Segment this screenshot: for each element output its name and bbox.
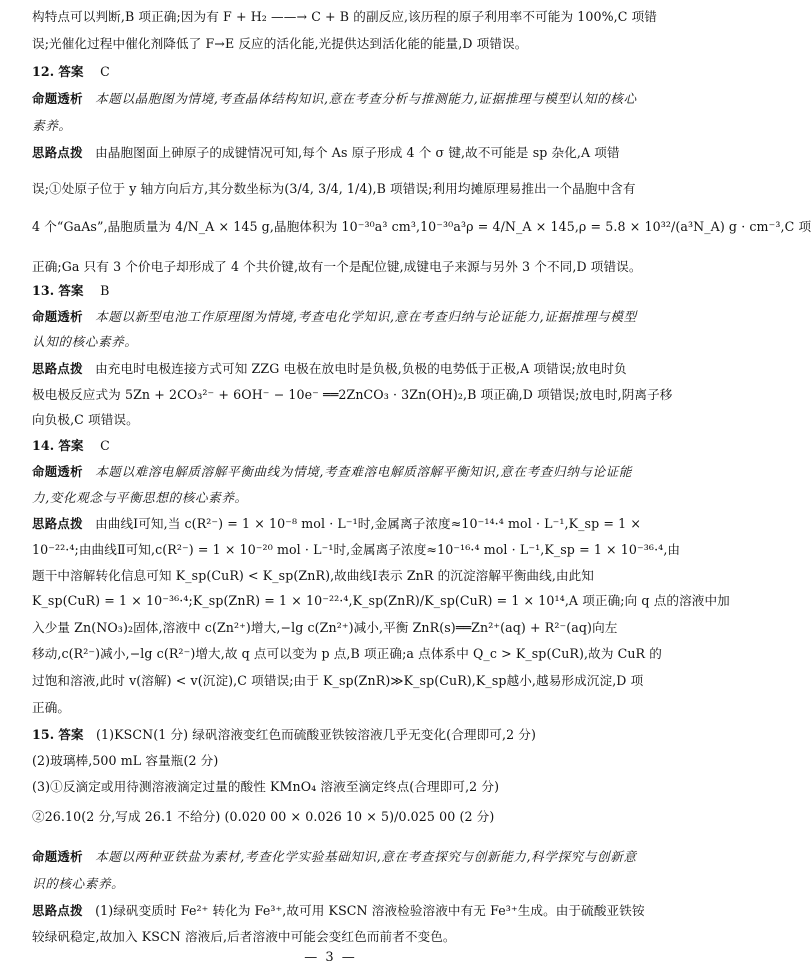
analysis-label: 命题透析	[32, 309, 83, 324]
answer-line: (2)玻璃棒,500 mL 容量瓶(2 分)	[32, 753, 219, 768]
hint-line: 误;①处原子位于 y 轴方向后方,其分数坐标为(3/4, 3/4, 1/4),B 项错误;利用均摊原理易推出一个晶胞中含有	[32, 181, 636, 196]
analysis-text: 素养。	[32, 118, 72, 133]
analysis-text: 本题以难溶电解质溶解平衡曲线为情境,考查难溶电解质溶解平衡知识,意在考查归纳与论证能	[95, 464, 633, 479]
analysis-line	[32, 333, 637, 351]
hint-text: 由充电时电极连接方式可知 ZZG 电极在放电时是负极,负极的电势低于正极,A 项错误;放电时负	[95, 361, 627, 376]
text-line: 误;光催化过程中催化剂降低了 F→E 反应的活化能,光提供达到活化能的能量,D 项错误。	[32, 36, 528, 51]
analysis-text: 力,变化观念与平衡思想的核心素养。	[32, 490, 248, 505]
text-line: 构特点可以判断,B 项正确;因为有 F + H₂ ——→ C + B 的副反应,该历程的原子利用率不可能为 100%,C 项错	[32, 9, 657, 24]
hint-line: 入少量 Zn(NO₃)₂固体,溶液中 c(Zn²⁺)增大,−lg c(Zn²⁺)减小,平衡 ZnR(s)══Zn²⁺(aq) + R²⁻(aq)向左	[32, 620, 618, 635]
analysis-line	[32, 117, 637, 135]
analysis-line	[32, 489, 637, 507]
question-number: 14.	[32, 438, 55, 453]
question-14-header	[32, 437, 637, 455]
analysis-text: 本题以新型电池工作原理图为情境,考查电化学知识,意在考查归纳与论证能力,证据推理与模型	[95, 309, 637, 324]
hint-text: (1)绿矾变质时 Fe²⁺ 转化为 Fe³⁺,故可用 KSCN 溶液检验溶液中有无 Fe³⁺生成。由于硫酸亚铁铵	[95, 903, 645, 918]
hint-label: 思路点拨	[32, 145, 83, 160]
hint-label: 思路点拨	[32, 516, 83, 531]
hint-line: 10⁻²²·⁴;由曲线Ⅱ可知,c(R²⁻) = 1 × 10⁻²⁰ mol · L⁻¹时,金属离子浓度≈10⁻¹⁶·⁴ mol · L⁻¹,K_sp = 1 × 10⁻³⁶·⁴,由	[32, 542, 681, 557]
hint-line: 过饱和溶液,此时 v(溶解) < v(沉淀),C 项错误;由于 K_sp(ZnR)≫K_sp(CuR),K_sp越小,越易形成沉淀,D 项	[32, 673, 644, 688]
hint-line	[32, 515, 641, 533]
hint-text: 由晶胞图面上砷原子的成键情况可知,每个 As 原子形成 4 个 σ 键,故不可能是 sp 杂化,A 项错	[95, 145, 620, 160]
page-number: — 3 —	[304, 950, 357, 965]
analysis-text: 认知的核心素养。	[32, 334, 138, 349]
answer-label: 答案	[58, 727, 84, 742]
hint-line: 4 个“GaAs”,晶胞质量为 4/N_A × 145 g,晶胞体积为 10⁻³⁰a³ cm³,10⁻³⁰a³ρ = 4/N_A × 145,ρ = 5.8 × 10³²/(a³N_A) g · cm⁻³,C 项	[32, 219, 811, 234]
hint-line	[32, 902, 645, 920]
question-number: 15.	[32, 727, 55, 742]
question-number: 12.	[32, 64, 55, 79]
answer-label: 答案	[58, 438, 84, 453]
question-12-header	[32, 63, 637, 81]
hint-text: 由曲线Ⅰ可知,当 c(R²⁻) = 1 × 10⁻⁸ mol · L⁻¹时,金属离子浓度≈10⁻¹⁴·⁴ mol · L⁻¹,K_sp = 1 ×	[95, 516, 641, 531]
question-15-header	[32, 726, 637, 744]
analysis-line	[32, 875, 637, 893]
analysis-text: 识的核心素养。	[32, 876, 125, 891]
hint-label: 思路点拨	[32, 903, 83, 918]
question-13-header	[32, 282, 637, 300]
answer-value: C	[100, 438, 110, 453]
hint-line: 向负极,C 项错误。	[32, 412, 139, 427]
hint-line: 正确。	[32, 700, 71, 715]
hint-line: 极电极反应式为 5Zn + 2CO₃²⁻ + 6OH⁻ − 10e⁻ ══2ZnCO₃ · 3Zn(OH)₂,B 项正确,D 项错误;放电时,阴离子移	[32, 387, 673, 402]
hint-line: 移动,c(R²⁻)减小,−lg c(R²⁻)增大,故 q 点可以变为 p 点,B 项正确;a 点体系中 Q_c > K_sp(CuR),故为 CuR 的	[32, 646, 662, 661]
answer-label: 答案	[58, 64, 84, 79]
hint-line	[32, 144, 637, 162]
answer-label: 答案	[58, 283, 84, 298]
analysis-label: 命题透析	[32, 849, 83, 864]
answer-line: (3)①反滴定或用待测溶液滴定过量的酸性 KMnO₄ 溶液至滴定终点(合理即可,2 分)	[32, 779, 500, 794]
analysis-label: 命题透析	[32, 464, 83, 479]
analysis-text: 本题以两种亚铁盐为素材,考查化学实验基础知识,意在考查探究与创新能力,科学探究与创新意	[95, 849, 637, 864]
analysis-label: 命题透析	[32, 91, 83, 106]
analysis-line	[32, 308, 637, 326]
answer-value: B	[100, 283, 110, 298]
question-number: 13.	[32, 283, 55, 298]
analysis-text: 本题以晶胞图为情境,考查晶体结构知识,意在考查分析与推测能力,证据推理与模型认知的核心	[95, 91, 637, 106]
analysis-line	[32, 463, 637, 481]
hint-line: 较绿矾稳定,故加入 KSCN 溶液后,后者溶液中可能会变红色而前者不变色。	[32, 929, 456, 944]
hint-line: 题干中溶解转化信息可知 K_sp(CuR) < K_sp(ZnR),故曲线Ⅰ表示 ZnR 的沉淀溶解平衡曲线,由此知	[32, 568, 595, 583]
answer-line: ②26.10(2 分,写成 26.1 不给分) (0.020 00 × 0.026 10 × 5)/0.025 00 (2 分)	[32, 809, 495, 824]
hint-line: 正确;Ga 只有 3 个价电子却形成了 4 个共价键,故有一个是配位键,成键电子来源与另外 3 个不同,D 项错误。	[32, 259, 642, 274]
analysis-line	[32, 848, 637, 866]
answer-text: (1)KSCN(1 分) 绿矾溶液变红色而硫酸亚铁铵溶液几乎无变化(合理即可,2 分)	[96, 727, 536, 742]
hint-line	[32, 360, 637, 378]
hint-label: 思路点拨	[32, 361, 83, 376]
analysis-line	[32, 90, 637, 108]
answer-value: C	[100, 64, 110, 79]
hint-line: K_sp(CuR) = 1 × 10⁻³⁶·⁴;K_sp(ZnR) = 1 × 10⁻²²·⁴,K_sp(ZnR)/K_sp(CuR) = 1 × 10¹⁴,A 项正确;向 q 点的溶液中加	[32, 593, 730, 608]
